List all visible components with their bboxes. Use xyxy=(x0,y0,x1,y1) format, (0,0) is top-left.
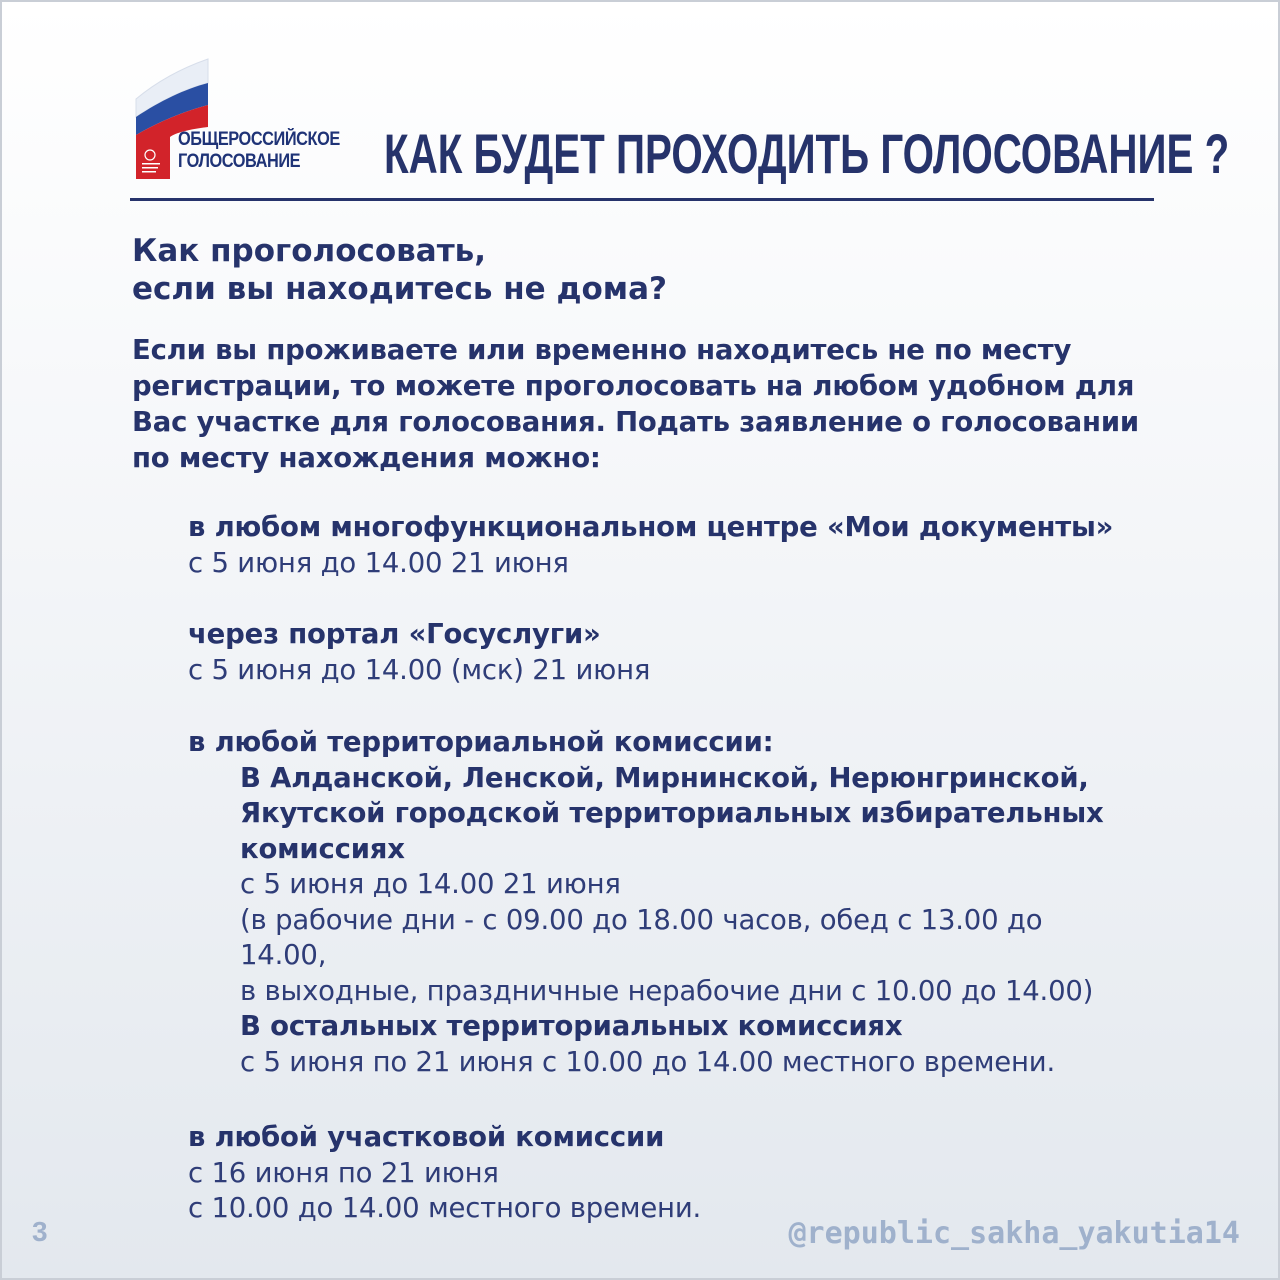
section-territorial-heading: в любой территориальной комиссии: xyxy=(188,726,774,758)
section-precinct-dates-2: с 10.00 до 14.00 местного времени. xyxy=(188,1192,702,1224)
section-gosuslugi-heading: через портал «Госуслуги» xyxy=(188,618,601,650)
territorial-hours-line: 14.00, xyxy=(240,939,327,971)
section-precinct-heading: в любой участковой комиссии xyxy=(188,1121,665,1153)
intro-line: по месту нахождения можно: xyxy=(132,442,601,474)
page-number: 3 xyxy=(32,1216,48,1247)
intro-line: Вас участке для голосования. Подать заявление о голосовании xyxy=(132,406,1139,438)
section-mfc-dates: с 5 июня до 14.00 21 июня xyxy=(188,546,569,579)
logo-wordmark xyxy=(178,129,340,173)
intro-paragraph xyxy=(132,332,1242,476)
territorial-sub1-dates: с 5 июня до 14.00 21 июня xyxy=(240,868,621,900)
section-mfc-heading: в любом многофункциональном центре «Мои документы» xyxy=(188,511,1114,543)
subtitle-line-2: если вы находитесь не дома? xyxy=(132,271,668,307)
territorial-hours-line: (в рабочие дни - с 09.00 до 18.00 часов, обед с 13.00 до xyxy=(240,903,1043,936)
subtitle xyxy=(132,232,1132,308)
territorial-sub1-line: комиссиях xyxy=(240,832,405,865)
title-divider xyxy=(130,198,1154,201)
page-title: КАК БУДЕТ ПРОХОДИТЬ ГОЛОСОВАНИЕ ? xyxy=(384,122,1230,185)
section-gosuslugi xyxy=(188,617,1248,688)
territorial-sub2-dates: с 5 июня по 21 июня с 10.00 до 14.00 местного времени. xyxy=(240,1045,1055,1078)
section-precinct-dates-1: с 16 июня по 21 июня xyxy=(188,1156,499,1189)
territorial-hours-line: в выходные, праздничные нерабочие дни с 10.00 до 14.00) xyxy=(240,974,1094,1007)
section-precinct xyxy=(188,1120,1248,1227)
logo-line-2: ГОЛОСОВАНИЕ xyxy=(178,151,301,172)
social-handle: @republic_sakha_yakutia14 xyxy=(788,1216,1240,1251)
intro-line: регистрации, то можете проголосовать на любом удобном для xyxy=(132,370,1135,402)
section-mfc xyxy=(188,510,1248,581)
territorial-sub1-line: В Алданской, Ленской, Мирнинской, Нерюнгринской, xyxy=(240,761,1089,794)
territorial-sub2-heading: В остальных территориальных комиссиях xyxy=(240,1010,903,1042)
intro-line: Если вы проживаете или временно находитесь не по месту xyxy=(132,334,1072,366)
section-territorial xyxy=(188,725,1248,1080)
logo xyxy=(130,57,350,182)
logo-line-1: ОБЩЕРОССИЙСКОЕ xyxy=(178,129,340,150)
subtitle-line-1: Как проголосовать, xyxy=(132,233,487,269)
territorial-sub1-line: Якутской городской территориальных избирательных xyxy=(240,797,1104,829)
section-gosuslugi-dates: с 5 июня до 14.00 (мск) 21 июня xyxy=(188,653,651,686)
